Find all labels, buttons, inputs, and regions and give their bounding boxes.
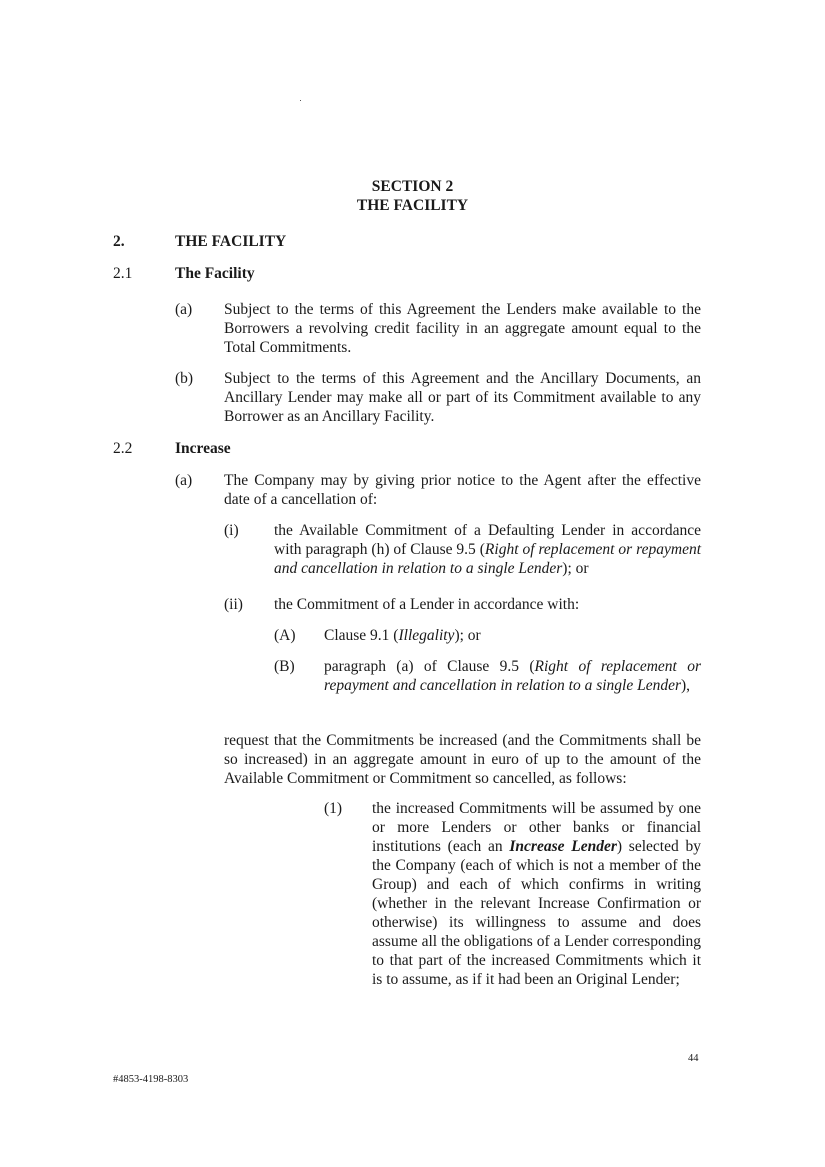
section-title: THE FACILITY <box>356 197 469 214</box>
clause-number: 2. <box>113 233 125 250</box>
numbered-item-label: (1) <box>324 800 343 817</box>
item-label: (A) <box>274 627 296 644</box>
paragraph-label: (a) <box>175 472 193 489</box>
subparagraph-text: the Commitment of a Lender in accordance with: <box>274 596 580 613</box>
paragraph-label: (a) <box>175 301 193 318</box>
scan-speck <box>300 100 301 101</box>
subclause-number: 2.1 <box>113 265 133 282</box>
paragraph-text: Subject to the terms of this Agreement the Lenders make available to the Borrowers a revolving credit facility in an aggregate amount equal to the Total Commitments. <box>224 301 701 356</box>
page-number: 44 <box>688 1053 699 1064</box>
request-paragraph: request that the Commitments be increased (and the Commitments shall be so increased) in an aggregate amount in euro of up to the amount of the Available Commitment or Commitment so cancelled, as follows: <box>224 732 701 787</box>
subparagraph-text: the Available Commitment of a Defaulting Lender in accordance with paragraph (h) of Clause 9.5 (Right of replacement or repayment and cancellation in relation to a single Lender); or <box>274 522 702 577</box>
numbered-item-text: the increased Commitments will be assumed by one or more Lenders or other banks or financial institutions (each an Increase Lender) selected by the Company (each of which is not a member of the Group) and each of which confirms in writing (whether in the relevant Increase Confirmation or otherwise) its willingness to assume and does assume all the obligations of a Lender corresponding to that part of the increased Commitments which it is to assume, as if it had been an Original Lender; <box>372 800 701 988</box>
subparagraph-label: (ii) <box>224 596 243 613</box>
clause-heading: THE FACILITY <box>175 233 287 250</box>
subclause-number: 2.2 <box>113 440 133 457</box>
section-number: SECTION 2 <box>371 178 454 195</box>
document-id: #4853-4198-8303 <box>113 1074 189 1085</box>
subclause-heading: Increase <box>175 440 231 457</box>
paragraph-text: The Company may by giving prior notice to the Agent after the effective date of a cancellation of: <box>224 472 701 508</box>
subclause-heading: The Facility <box>175 265 255 282</box>
item-text: Clause 9.1 (Illegality); or <box>324 627 481 644</box>
item-text: paragraph (a) of Clause 9.5 (Right of replacement or repayment and cancellation in relation to a single Lender), <box>324 658 701 694</box>
item-label: (B) <box>274 658 295 675</box>
subparagraph-label: (i) <box>224 522 239 539</box>
paragraph-text: Subject to the terms of this Agreement and the Ancillary Documents, an Ancillary Lender may make all or part of its Commitment available to any Borrower as an Ancillary Facility. <box>224 370 701 425</box>
paragraph-label: (b) <box>175 370 194 387</box>
